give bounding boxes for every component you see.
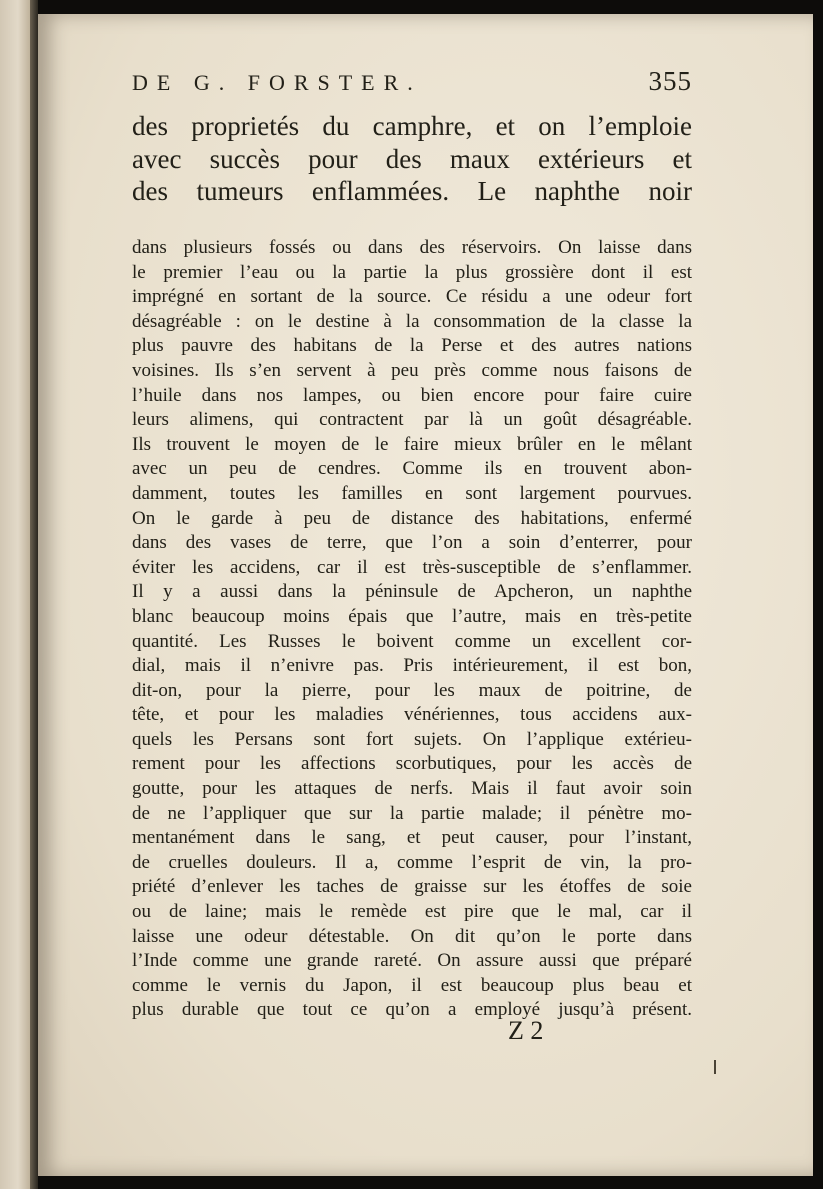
page-number: 355	[648, 66, 692, 96]
body-line: l’huile dans nos lampes, ou bien encore pour faire cuire	[132, 384, 692, 406]
signature-mark: Z 2	[508, 1016, 544, 1045]
lead-line: des proprietés du camphre, et on l’emploie	[132, 111, 692, 141]
body-line: comme le vernis du Japon, il est beaucoup plus beau et	[132, 974, 692, 996]
lead-line: avec succès pour des maux extérieurs et	[132, 143, 692, 174]
book-gutter	[30, 0, 38, 1189]
body-line: blanc beaucoup moins épais que l’autre, mais en très-petite	[132, 605, 692, 627]
body-line: de ne l’appliquer que sur la partie malade; il pénètre mo-	[132, 802, 692, 824]
body-line: voisines. Ils s’en servent à peu près comme nous faisons de	[132, 359, 692, 381]
body-line: imprégné en sortant de la source. Ce résidu a une odeur fort	[132, 286, 692, 308]
body-line: goutte, pour les attaques de nerfs. Mais il faut avoir soin	[132, 778, 692, 800]
body-line: Ils trouvent le moyen de le faire mieux brûler en le mêlant	[132, 433, 692, 455]
body-line: damment, toutes les familles en sont largement pourvues.	[132, 482, 692, 504]
body-line: désagréable : on le destine à la consommation de la classe la	[132, 310, 692, 332]
body-line: dans des vases de terre, que l’on a soin d’enterrer, pour	[132, 532, 692, 554]
body-line: éviter les accidens, car il est très-susceptible de s’enflammer.	[132, 556, 692, 578]
body-line: quels les Persans sont fort sujets. On l’applique extérieu-	[132, 728, 692, 750]
body-line: ou de laine; mais le remède est pire que le mal, car il	[132, 901, 692, 923]
page-blemish	[714, 1060, 716, 1074]
body-line: priété d’enlever les taches de graisse sur les étoffes de soie	[132, 876, 692, 898]
body-line: l’Inde comme une grande rareté. On assure aussi que préparé	[132, 950, 692, 972]
body-line: leurs alimens, qui contractent par là un goût désagréable.	[132, 409, 692, 431]
body-line: rement pour les affections scorbutiques, pour les accès de	[132, 753, 692, 775]
body-line: dial, mais il n’enivre pas. Pris intérieurement, il est bon,	[132, 655, 692, 677]
body-text	[132, 236, 692, 1023]
body-line: dit-on, pour la pierre, pour les maux de poitrine, de	[132, 679, 692, 701]
book-page	[38, 14, 813, 1176]
lead-paragraph	[132, 110, 692, 208]
body-line: dans plusieurs fossés ou dans des réservoirs. On laisse dans	[132, 237, 692, 258]
body-line: Il y a aussi dans la péninsule de Apcheron, un naphthe	[132, 581, 692, 603]
body-line: avec un peu de cendres. Comme ils en trouvent abon-	[132, 458, 692, 480]
page-header	[132, 66, 692, 106]
facing-page-edge	[0, 0, 30, 1189]
body-line: quantité. Les Russes le boivent comme un excellent cor-	[132, 630, 692, 652]
body-line: plus pauvre des habitans de la Perse et des autres nations	[132, 335, 692, 357]
body-line: laisse une odeur détestable. On dit qu’on le porte dans	[132, 925, 692, 947]
body-line: mentanément dans le sang, et peut causer, pour l’instant,	[132, 827, 692, 849]
body-line: On le garde à peu de distance des habitations, enfermé	[132, 507, 692, 529]
body-line: de cruelles douleurs. Il a, comme l’esprit de vin, la pro-	[132, 851, 692, 873]
body-line: tête, et pour les maladies vénériennes, tous accidens aux-	[132, 704, 692, 726]
running-head: DE G. FORSTER.	[132, 70, 422, 95]
lead-line: des tumeurs enflammées. Le naphthe noir	[132, 176, 692, 206]
body-line: le premier l’eau ou la partie la plus grossière dont il est	[132, 261, 692, 283]
body-line: plus durable que tout ce qu’on a employé jusqu’à présent.	[132, 999, 692, 1021]
